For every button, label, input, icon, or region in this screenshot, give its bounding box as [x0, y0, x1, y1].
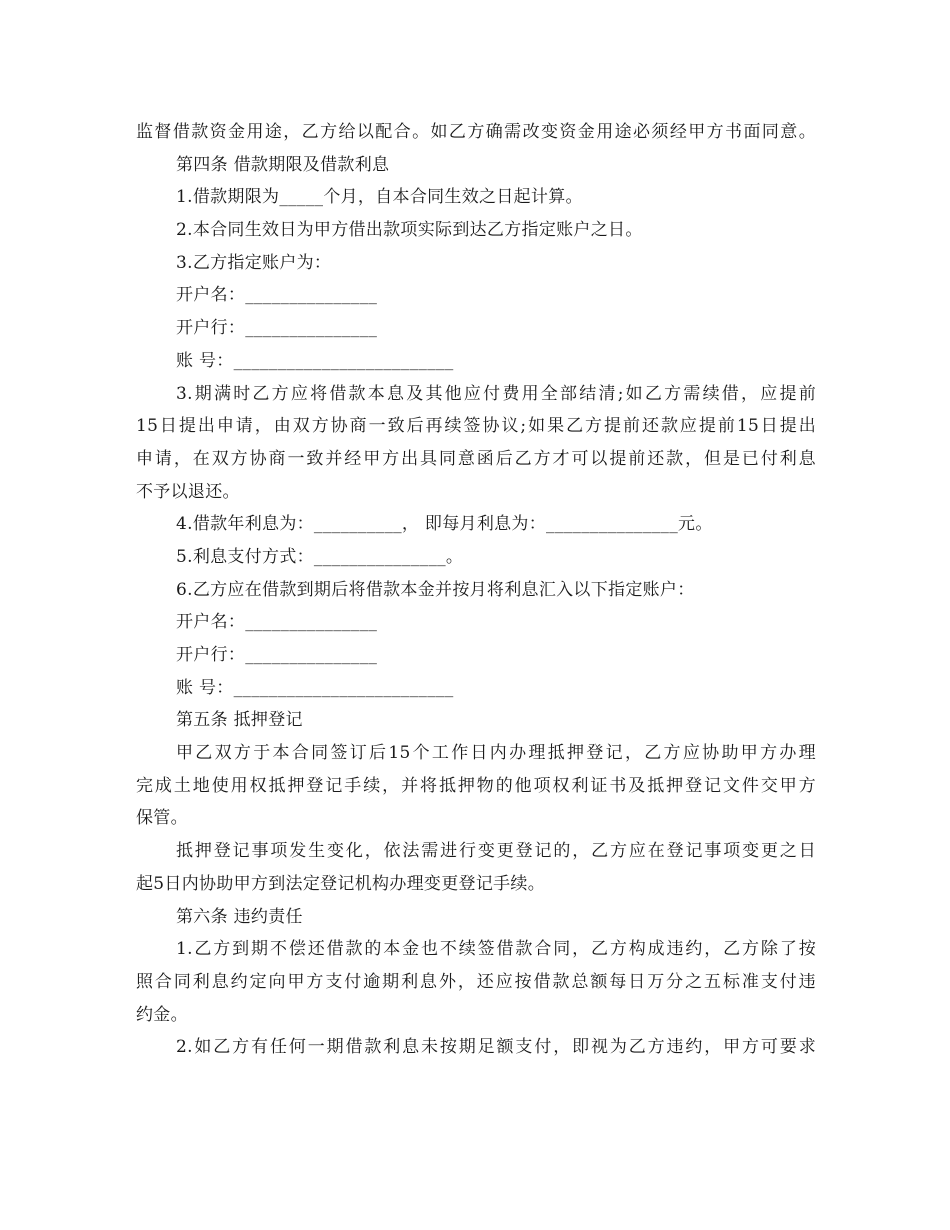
document-line: 账 号：_________________________ — [176, 677, 454, 698]
document-line: 不予以退还。 — [136, 481, 240, 502]
document-line: 抵押登记事项发生变化，依法需进行变更登记的，乙方应在登记事项变更之日 — [176, 841, 816, 862]
document-line: 第五条 抵押登记 — [176, 710, 303, 731]
document-line: 2.本合同生效日为甲方借出款项实际到达乙方指定账户之日。 — [176, 220, 643, 241]
document-line: 3.期满时乙方应将借款本息及其他应付费用全部结清;如乙方需续借，应提前 — [176, 383, 816, 404]
document-line: 甲乙双方于本合同签订后15个工作日内办理抵押登记，乙方应协助甲方办理 — [176, 743, 816, 764]
document-line: 第四条 借款期限及借款利息 — [176, 154, 390, 175]
document-line: 开户名：_______________ — [176, 612, 378, 633]
document-line: 开户行：_______________ — [176, 645, 378, 665]
document-body — [136, 116, 816, 1064]
document-line: 3.乙方指定账户为： — [176, 252, 332, 273]
document-line: 4.借款年利息为：__________， 即每月利息为：_______________元。 — [176, 514, 713, 535]
document-line: 5.利息支付方式：_______________。 — [176, 546, 464, 567]
document-line: 监督借款资金用途，乙方给以配合。如乙方确需改变资金用途必须经甲方书面同意。 — [136, 122, 816, 142]
document-line: 开户名：_______________ — [176, 285, 378, 306]
document-line: 申请，在双方协商一致并经甲方出具同意函后乙方才可以提前还款，但是已付利息 — [136, 448, 816, 469]
document-line: 1.借款期限为_____个月，自本合同生效之日起计算。 — [176, 187, 583, 208]
document-line: 1.乙方到期不偿还借款的本金也不续签借款合同，乙方构成违约，乙方除了按 — [176, 939, 816, 960]
document-line: 15日提出申请，由双方协商一致后再续签协议;如果乙方提前还款应提前15日提出 — [136, 416, 816, 437]
document-line: 完成土地使用权抵押登记手续，并将抵押物的他项权利证书及抵押登记文件交甲方 — [136, 775, 816, 796]
document-line: 保管。 — [136, 808, 188, 829]
document-line: 第六条 违约责任 — [176, 906, 303, 927]
document-line: 开户行：_______________ — [176, 318, 378, 339]
document-line: 照合同利息约定向甲方支付逾期利息外，还应按借款总额每日万分之五标准支付违 — [136, 971, 816, 992]
document-line: 6.乙方应在借款到期后将借款本金并按月将利息汇入以下指定账户： — [176, 579, 695, 600]
document-line: 账 号：_________________________ — [176, 350, 454, 371]
document-line: 起5日内协助甲方到法定登记机构办理变更登记手续。 — [136, 873, 546, 894]
document-line: 2.如乙方有任何一期借款利息未按期足额支付，即视为乙方违约，甲方可要求 — [176, 1037, 816, 1058]
document-line: 约金。 — [136, 1004, 188, 1025]
